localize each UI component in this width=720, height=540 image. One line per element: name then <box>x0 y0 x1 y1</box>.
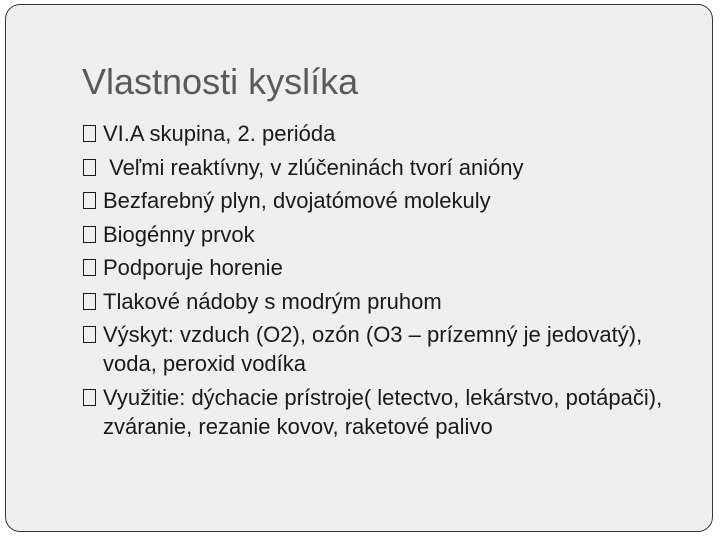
bullet-item <box>83 383 683 441</box>
bullet-text: Využitie: dýchacie prístroje( letectvo, lekárstvo, potápači), zváranie, rezanie kovov, raketové palivo <box>103 384 663 439</box>
missing-glyph-box-icon <box>83 226 96 243</box>
bullet-text: Podporuje horenie <box>103 255 283 280</box>
bullet-text: Biogénny prvok <box>103 221 255 247</box>
missing-glyph-box-icon <box>83 125 96 142</box>
bullet-list <box>83 119 683 445</box>
bullet-text: Veľmi reaktívny, v zlúčeninách tvorí anióny <box>103 154 524 180</box>
bullet-item <box>83 153 683 182</box>
missing-glyph-box-icon <box>83 293 96 310</box>
missing-glyph-box-icon <box>83 192 96 209</box>
missing-glyph-box-icon <box>83 159 96 176</box>
bullet-item <box>83 287 683 316</box>
bullet-item <box>83 186 683 215</box>
missing-glyph-box-icon <box>83 389 96 406</box>
missing-glyph-box-icon <box>83 259 96 276</box>
slide-title: Vlastnosti kyslíka <box>82 61 359 102</box>
bullet-text: Bezfarebný plyn, dvojatómové molekuly <box>103 188 491 213</box>
slide <box>5 4 713 532</box>
bullet-item <box>83 253 683 282</box>
bullet-text: Výskyt: vzduch (O2), ozón (O3 – prízemný je jedovatý), voda, peroxid vodíka <box>103 322 643 376</box>
bullet-item <box>83 220 683 249</box>
bullet-item <box>83 119 683 148</box>
bullet-item <box>83 320 683 378</box>
bullet-text: VI.A skupina, 2. perióda <box>103 121 336 146</box>
bullet-text: Tlakové nádoby s modrým pruhom <box>103 288 442 314</box>
missing-glyph-box-icon <box>83 326 96 343</box>
